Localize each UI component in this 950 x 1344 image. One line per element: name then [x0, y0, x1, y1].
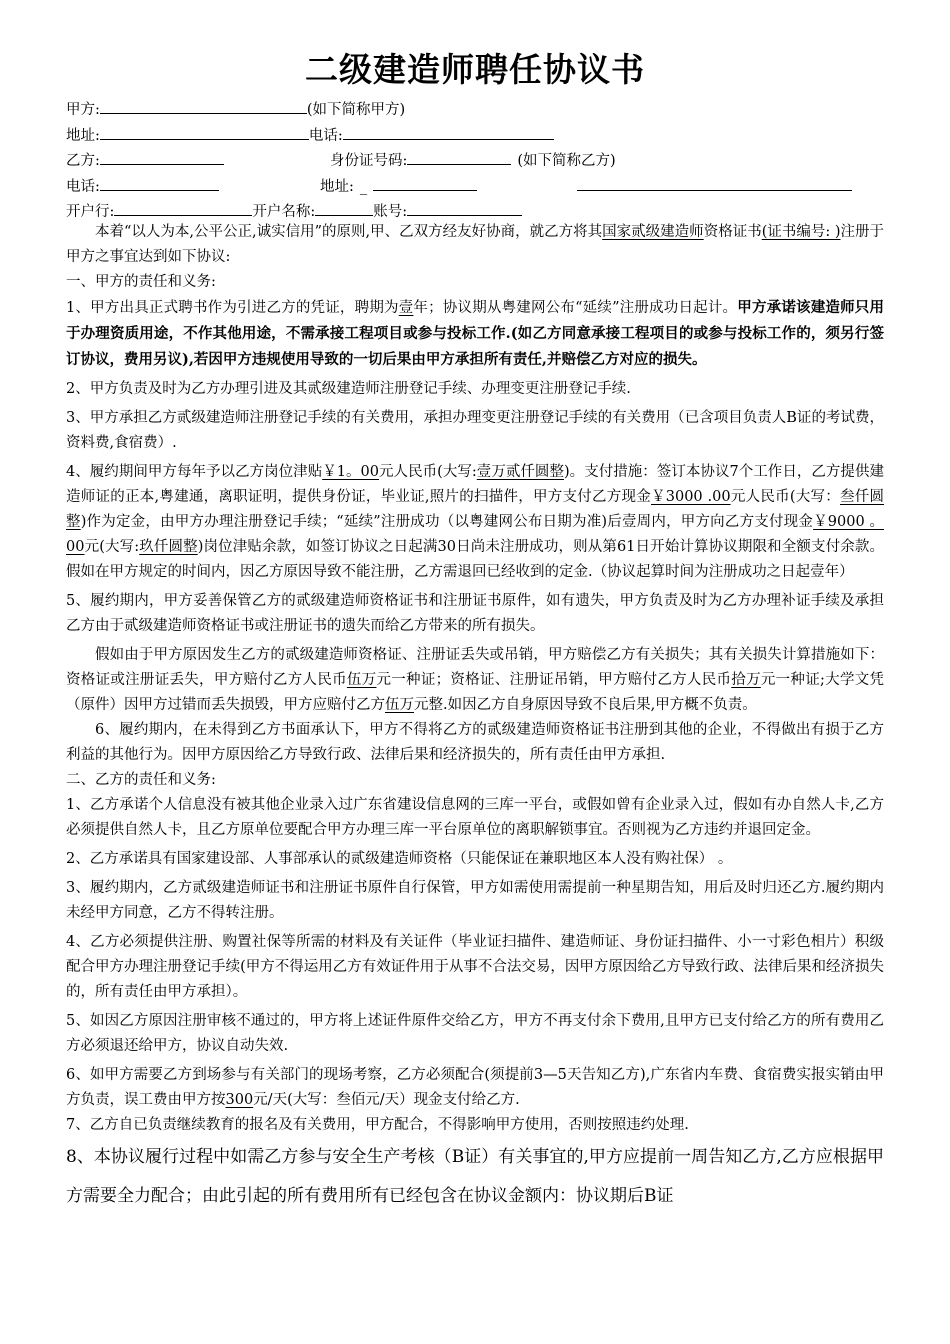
bank-blank[interactable] — [114, 199, 252, 216]
s1-clause-2: 2、甲方负责及时为乙方办理引进及其贰级建造师注册登记手续、办理变更注册登记手续. — [66, 381, 631, 397]
intro-cert-no: (证书编号: ) — [761, 224, 841, 240]
s1p4-text-e: )作为定金，由甲方办理注册登记手续；“延续”注册成功（以粤建网公布日期为准)后壹周内，甲方向乙方支付现金 — [80, 514, 814, 530]
party-a-note: (如下简称甲方) — [306, 102, 406, 118]
s1p4-amount2: ￥3000 .00 — [651, 489, 731, 505]
s1p4-amount3: ￥9000 。00 — [66, 514, 885, 555]
id-blank[interactable] — [407, 148, 511, 165]
s2-clause-1: 1、乙方承诺个人信息没有被其他企业录入过广东省建设信息网的三库一平台，或假如曾有企业录入过，假如有办自然人卡,乙方必须提供自然人卡，且乙方原单位要配合甲方办理三库一平台原单位的离职解锁事宜。否则视为乙方违约并退回定金。 — [66, 797, 884, 838]
s1p4-text-b: 元人民币(大写: — [379, 464, 477, 480]
s1p4-amount1-cn: 壹万贰仟圆整 — [476, 464, 564, 480]
id-group — [330, 148, 616, 171]
s1p4-amount2-cn: 叁仟圆整 — [66, 489, 885, 530]
s1p4-text-c: )。支付措施：签订本协议7个工作日，乙方提供建造师证的正本,粤建通，离职证明，提供身份证，毕业证,照片的扫描件，甲方支付乙方现金 — [66, 464, 884, 505]
s2-clause-6 — [66, 1063, 884, 1113]
s1-clause-1 — [66, 295, 884, 373]
address2-prefix: _ — [359, 179, 368, 195]
s1p1-text-a: 1、甲方出具正式聘书作为引进乙方的凭证，聘期为 — [66, 300, 399, 316]
party-b-row — [66, 148, 884, 170]
address2-extra-blank[interactable] — [577, 174, 852, 191]
party-b-group — [66, 148, 224, 171]
s1-clause-4 — [66, 460, 884, 585]
s2p6-text-b: 元/天(大写：叁佰元/天）现金支付给乙方. — [253, 1092, 520, 1108]
intro-text-a: 本着“以人为本,公平公正,诚实信用”的原则,甲、乙双方经友好协商，就乙方将其 — [95, 224, 603, 240]
s1p1-text-b: 年；协议期从粤建网公布“延续”注册成功日起计。 — [413, 300, 738, 316]
s1p4-text-d: 元人民币(大写： — [730, 489, 840, 505]
s1p4-text-f: 元(大写: — [84, 539, 140, 555]
party-b-label: 乙方: — [66, 153, 100, 169]
section-2-heading: 二、乙方的责任和义务: — [66, 772, 216, 788]
s2-clause-2: 2、乙方承诺具有国家建设部、人事部承认的贰级建造师资格（只能保证在兼职地区本人没有购社保） 。 — [66, 851, 733, 867]
address2-blank[interactable] — [373, 174, 477, 191]
s1p5b-text-a: 假如由于甲方原因发生乙方的贰级建造师资格证、注册证丢失或吊销，甲方赔偿乙方有关损失；其有关损失计算措施如下：资格证或注册证丢失，甲方赔付乙方人民币 — [66, 647, 884, 688]
address2-group — [320, 174, 477, 197]
account-no-label: 账号: — [373, 204, 408, 220]
agreement-body — [66, 220, 884, 1216]
address-blank[interactable] — [100, 123, 309, 140]
s1p5b-amount1: 伍万 — [346, 672, 377, 688]
s1p4-amount3-cn: 玖仟圆整 — [139, 539, 198, 555]
s1p5b-text-d: 元整.如因乙方自身原因导致不良后果,甲方概不负责。 — [414, 697, 757, 713]
account-name-blank[interactable] — [315, 199, 373, 216]
s1p4-amount1: ￥1。00 — [322, 464, 379, 480]
phone2-blank[interactable] — [100, 174, 219, 191]
bank-row — [66, 199, 522, 222]
phone-blank[interactable] — [343, 123, 554, 140]
phone2-label: 电话: — [66, 179, 100, 195]
intro-text-c: 注册于甲方之事宜达到如下协议: — [66, 224, 885, 265]
s2-clause-3: 3、履约期内，乙方贰级建造师证书和注册证书原件自行保管，甲方如需使用需提前一种星期告知，用后及时归还乙方.履约期内未经甲方同意，乙方不得转注册。 — [66, 880, 884, 921]
intro-cert-type: 国家贰级建造师 — [602, 224, 704, 240]
s2-clause-8: 8、本协议履行过程中如需乙方参与安全生产考核（B证）有关事宜的,甲方应提前一周告知乙方,乙方应根据甲方需要全力配合；由此引起的所有费用所有已经包含在协议金额内：协议期后B证 — [66, 1147, 884, 1206]
phone2-group — [66, 174, 219, 197]
s1p5b-amount3: 伍万 — [385, 697, 414, 713]
account-name-label: 开户名称: — [252, 204, 316, 220]
s2-clause-7: 7、乙方自已负责继续教育的报名及有关费用，甲方配合，不得影响甲方使用，否则按照违约处理. — [66, 1117, 689, 1133]
s1p5b-text-b: 元一种证；资格证、注册证吊销，甲方赔付乙方人民币 — [376, 672, 732, 688]
s1p5b-amount2: 拾万 — [731, 672, 761, 688]
s2p6-amount: 300 — [225, 1092, 254, 1108]
s2p6-text-a: 6、如甲方需要乙方到场参与有关部门的现场考察，乙方必须配合(须提前3—5天告知乙方),广东省内车费、食宿费实报实销由甲方负责，误工费由甲方按 — [66, 1067, 884, 1108]
s1p1-years: 壹 — [398, 300, 414, 316]
id-label: 身份证号码: — [330, 153, 408, 169]
address-label: 地址: — [66, 128, 100, 144]
party-a-row — [66, 97, 405, 120]
s2-clause-4: 4、乙方必须提供注册、购置社保等所需的材料及有关证件（毕业证扫描件、建造师证、身份证扫描件、小一寸彩色相片）积级配合甲方办理注册登记手续(甲方不得运用乙方有效证件用于从事不合法交易，因甲方原因给乙方导致行政、法律后果和经济损失的，所有责任由甲方承担）。 — [66, 934, 884, 1000]
phone2-row — [66, 174, 884, 196]
bank-label: 开户行: — [66, 204, 115, 220]
s2-clause-5: 5、如因乙方原因注册审核不通过的，甲方将上述证件原件交给乙方，甲方不再支付余下费用,且甲方已支付给乙方的所有费用乙方必须退还给甲方，协议自动失效. — [66, 1013, 884, 1054]
s1p5b-text-c: 元一种证;大学文凭（原件）因甲方过错而丢失损毁，甲方应赔付乙方 — [66, 672, 885, 713]
s1-clause-3: 3、甲方承担乙方贰级建造师注册登记手续的有关费用，承担办理变更注册登记手续的有关费用（已含项目负责人B证的考试费，资料费,食宿费）. — [66, 410, 884, 451]
account-no-blank[interactable] — [407, 199, 522, 216]
s1-clause-6: 6、履约期内，在未得到乙方书面承认下，甲方不得将乙方的贰级建造师资格证书注册到其他的企业，不得做出有损于乙方利益的其他行为。因甲方原因给乙方导致行政、法律后果和经济损失的，所有责任由甲方承担. — [66, 722, 884, 763]
s1p4-text-g: )岗位津贴余款，如签订协议之日起满30日尚未注册成功，则从第61日开始计算协议期限和全额支付余款。假如在甲方规定的时间内，因乙方原因导致不能注册，乙方需退回已经收到的定金.（协议起算时间为注册成功之日起壹年） — [66, 539, 885, 580]
party-b-blank[interactable] — [100, 148, 224, 165]
document-title: 二级建造师聘任协议书 — [305, 50, 645, 89]
s1p4-text-a: 4、履约期间甲方每年予以乙方岗位津贴 — [66, 464, 323, 480]
party-a-label: 甲方: — [66, 102, 100, 118]
s1-clause-5: 5、履约期内，甲方妥善保管乙方的贰级建造师资格证书和注册证书原件，如有遗失，甲方负责及时为乙方办理补证手续及承担乙方由于贰级建造师资格证书或注册证书的遗失而给乙方带来的所有损失。 — [66, 593, 884, 634]
s1-clause-5-compensation — [66, 643, 884, 718]
intro-text-b: 资格证书 — [703, 224, 762, 240]
address-row — [66, 123, 554, 146]
party-b-note: (如下简称乙方) — [517, 153, 616, 169]
phone-label: 电话: — [308, 128, 343, 144]
s1p1-bold-text: 甲方承诺该建造师只用于办理资质用途，不作其他用途，不需承接工程项目或参与投标工作.(如乙方同意承接工程项目的或参与投标工作的，须另行签订协议，费用另议),若因甲方违规使用导致的一切后果由甲方承担所有责任,并赔偿乙方对应的损失。 — [66, 299, 885, 368]
section-1-heading: 一、甲方的责任和义务: — [66, 274, 216, 290]
intro-paragraph — [66, 220, 884, 270]
address2-label: 地址: — [320, 179, 354, 195]
party-a-blank[interactable] — [100, 97, 307, 114]
